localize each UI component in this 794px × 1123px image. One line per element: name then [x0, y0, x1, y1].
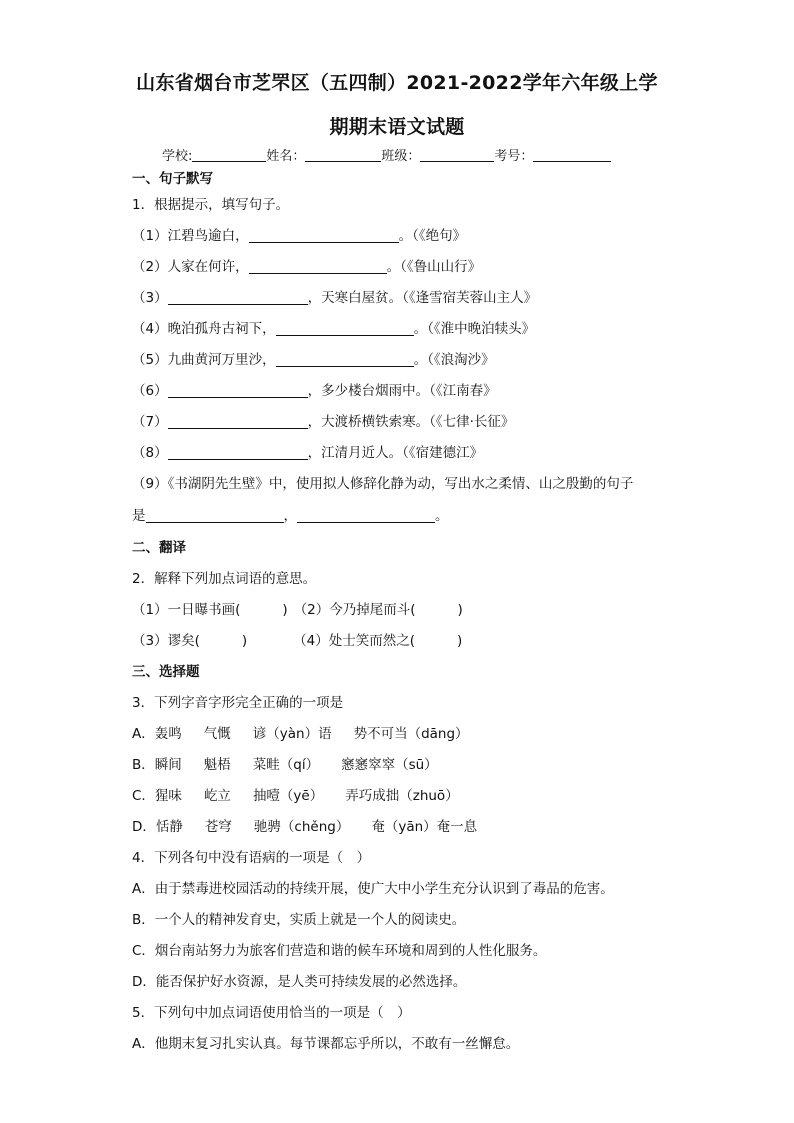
translate-row-1: [132, 598, 463, 618]
q3-option-b[interactable]: [132, 753, 438, 773]
option-word: 魁梧: [203, 757, 231, 773]
poem-item-pre: （6）: [132, 383, 168, 399]
number-blank[interactable]: [533, 148, 611, 162]
poem-item-pre: （2）人家在何许，: [132, 259, 249, 275]
answer-blank[interactable]: [276, 321, 414, 336]
q3-option-d[interactable]: [132, 815, 477, 835]
item9-mid: ，: [283, 508, 297, 524]
poem-item-8: [132, 441, 483, 461]
item9-end: 。: [435, 508, 449, 524]
option-word: 抽噎（yē）: [252, 788, 324, 804]
number-label: 考号：: [494, 149, 534, 164]
option-word: 弄巧成拙（zhuō）: [345, 788, 459, 804]
question-4: 4．下列各句中没有语病的一项是（ ）: [132, 850, 371, 866]
section-heading-3: 三、选择题: [132, 664, 200, 680]
item9-prefix: 是: [132, 508, 146, 524]
paren-close: ): [241, 633, 248, 649]
answer-blank[interactable]: [168, 414, 308, 429]
answer-blank[interactable]: [168, 290, 308, 305]
option-word: 奄（yān）奄一息: [371, 819, 478, 835]
section-heading-1: 一、句子默写: [132, 171, 213, 187]
translate-item-1: （1）一日曝书画(: [132, 602, 241, 618]
name-blank[interactable]: [305, 148, 381, 162]
paren-close: ): [282, 602, 288, 618]
option-word: 菜畦（qí）: [252, 757, 320, 773]
poem-item-7: [132, 410, 514, 430]
option-word: 势不可当（dāng）: [353, 726, 469, 742]
option-word: C．猩味: [132, 788, 182, 804]
option-word: 窸窸窣窣（sū）: [341, 757, 438, 773]
question-2: 2．解释下列加点词语的意思。: [132, 571, 317, 587]
option-word: D．恬静: [132, 819, 183, 835]
option-word: 驰骋（chěng）: [253, 819, 350, 835]
poem-item-pre: （7）: [132, 414, 168, 430]
option-word: 屹立: [203, 788, 231, 804]
poem-item-post: 。（《浪淘沙》: [413, 352, 495, 368]
student-info-row: [162, 145, 611, 164]
answer-blank[interactable]: [249, 259, 387, 274]
answer-blank[interactable]: [297, 508, 435, 523]
q4-option-a[interactable]: A．由于禁毒进校园活动的持续开展，使广大中小学生充分认识到了毒品的危害。: [132, 881, 614, 897]
class-blank[interactable]: [420, 148, 494, 162]
paren-close: ): [457, 602, 463, 618]
poem-item-1: [132, 224, 466, 244]
poem-item-4: [132, 317, 535, 337]
poem-item-post: 。（《鲁山山行》: [386, 259, 482, 275]
option-word: 谚（yàn）语: [252, 726, 332, 742]
poem-item-pre: （8）: [132, 445, 168, 461]
translate-item-2: （2）今乃掉尾而斗(: [293, 602, 416, 618]
q4-option-b[interactable]: B．一个人的精神发育史，实质上就是一个人的阅读史。: [132, 912, 466, 928]
poem-item-pre: （5）九曲黄河万里沙，: [132, 352, 276, 368]
q4-option-d[interactable]: D．能否保护好水资源，是人类可持续发展的必然选择。: [132, 974, 467, 990]
name-label: 姓名：: [266, 149, 306, 164]
poem-item-pre: （1）江碧鸟逾白，: [132, 228, 249, 244]
poem-item-pre: （4）晚泊孤舟古祠下，: [132, 321, 276, 337]
poem-item-post: ，江清月近人。（《宿建德江》: [307, 445, 484, 461]
q5-option-a[interactable]: A．他期末复习扎实认真。每节课都忘乎所以，不敢有一丝懈怠。: [132, 1036, 520, 1052]
answer-blank[interactable]: [146, 508, 284, 523]
question-3: 3．下列字音字形完全正确的一项是: [132, 695, 344, 711]
poem-item-5: [132, 348, 495, 368]
exam-title-line1: 山东省烟台市芝罘区（五四制）2021-2022学年六年级上学: [136, 72, 658, 94]
translate-item-3: （3）谬矣(: [132, 633, 200, 649]
class-label: 班级：: [381, 149, 421, 164]
answer-blank[interactable]: [168, 383, 308, 398]
poem-item-post: ，大渡桥横铁索寒。（《七律·长征》: [307, 414, 515, 430]
question-5: 5．下列句中加点词语使用恰当的一项是（ ）: [132, 1005, 411, 1021]
option-word: B．瞬间: [132, 757, 182, 773]
option-word: 苍穹: [204, 819, 232, 835]
answer-blank[interactable]: [168, 445, 308, 460]
answer-blank[interactable]: [276, 352, 414, 367]
poem-item-9: （9）《书湖阴先生壁》中，使用拟人修辞化静为动，写出水之柔情、山之殷勤的句子: [132, 476, 634, 492]
q4-option-c[interactable]: C．烟台南站努力为旅客们营造和谐的候车环境和周到的人性化服务。: [132, 943, 547, 959]
q3-option-c[interactable]: [132, 784, 459, 804]
poem-item-post: 。（《淮中晚泊犊头》: [413, 321, 536, 337]
answer-blank[interactable]: [249, 228, 399, 243]
school-blank[interactable]: [192, 148, 266, 162]
option-word: 气慨: [203, 726, 231, 742]
section-heading-2: 二、翻译: [132, 540, 186, 556]
q3-option-a[interactable]: [132, 722, 469, 742]
option-word: A．轰鸣: [132, 726, 182, 742]
translate-row-2: [132, 629, 462, 649]
poem-item-post: 。（《绝句》: [398, 228, 467, 244]
poem-item-pre: （3）: [132, 290, 168, 306]
paren-close: ): [457, 633, 463, 649]
exam-title-line2: 期期末语文试题: [329, 116, 465, 138]
poem-item-3: [132, 286, 537, 306]
poem-item-post: ，多少楼台烟雨中。（《江南春》: [307, 383, 497, 399]
translate-item-4: （4）处士笑而然之(: [293, 633, 415, 649]
poem-item-post: ，天寒白屋贫。（《逢雪宿芙蓉山主人》: [307, 290, 538, 306]
poem-item-6: [132, 379, 497, 399]
poem-item-9-answer: [132, 504, 449, 524]
question-1: 1．根据提示，填写句子。: [132, 197, 290, 213]
school-label: 学校:: [162, 149, 193, 164]
poem-item-2: [132, 255, 481, 275]
